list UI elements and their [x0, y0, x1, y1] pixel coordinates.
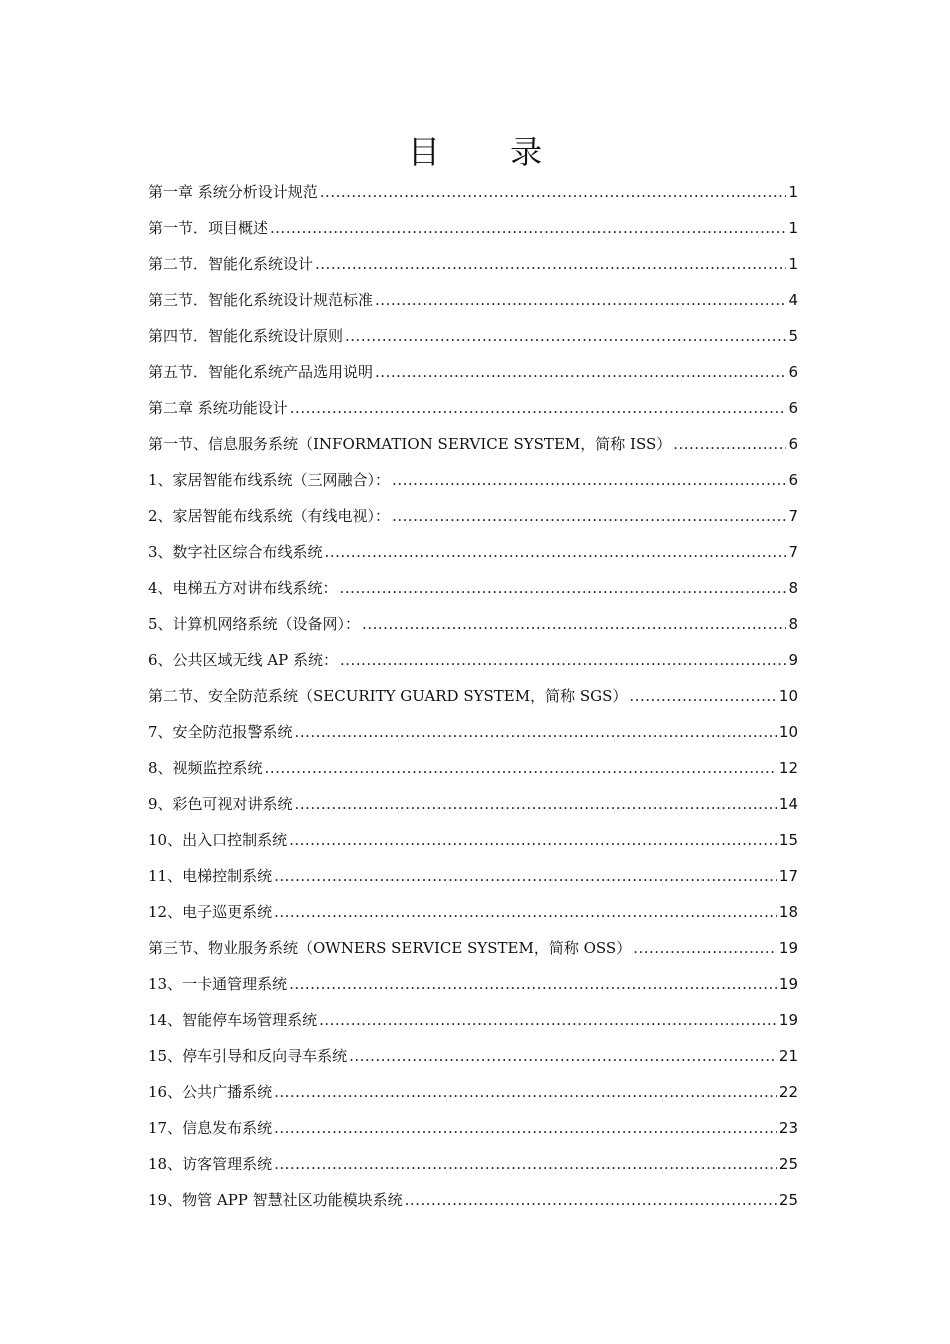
- toc-entry-label: 第二章 系统功能设计: [148, 399, 288, 417]
- toc-entry-label: 16、公共广播系统: [148, 1083, 273, 1101]
- toc-dot-leader: [340, 650, 786, 672]
- toc-dot-leader: [345, 326, 786, 348]
- toc-dot-leader: [315, 254, 786, 276]
- toc-entry-page-number: 6: [788, 399, 798, 417]
- toc-entry[interactable]: [148, 168, 798, 204]
- toc-entry-label: 17、信息发布系统: [148, 1119, 273, 1137]
- toc-dot-leader: [295, 722, 777, 744]
- toc-entry[interactable]: [148, 348, 798, 384]
- toc-entry[interactable]: [148, 744, 798, 780]
- toc-dot-leader: [325, 542, 787, 564]
- toc-entry[interactable]: [148, 1176, 798, 1212]
- toc-entry-page-number: 23: [778, 1119, 798, 1137]
- toc-entry[interactable]: [148, 888, 798, 924]
- toc-title: 目 录: [407, 133, 573, 171]
- toc-entry-page-number: 1: [788, 219, 798, 237]
- toc-entry-label: 11、电梯控制系统: [148, 867, 273, 885]
- toc-entry-page-number: 4: [788, 291, 798, 309]
- toc-entry-label: 4、电梯五方对讲布线系统：: [148, 579, 338, 597]
- toc-dot-leader: [274, 866, 777, 888]
- toc-entry-label: 10、出入口控制系统: [148, 831, 288, 849]
- toc-entry-label: 15、停车引导和反向寻车系统: [148, 1047, 348, 1065]
- toc-entry-page-number: 10: [778, 687, 798, 705]
- toc-entry-label: 7、安全防范报警系统: [148, 723, 293, 741]
- toc-dot-leader: [270, 218, 786, 240]
- toc-entry-label: 3、数字社区综合布线系统: [148, 543, 323, 561]
- toc-entry-label: 18、访客管理系统: [148, 1155, 273, 1173]
- toc-dot-leader: [290, 398, 787, 420]
- toc-entry-page-number: 6: [788, 471, 798, 489]
- toc-entry[interactable]: [148, 456, 798, 492]
- toc-dot-leader: [375, 290, 786, 312]
- toc-entry[interactable]: [148, 240, 798, 276]
- toc-entry-page-number: 19: [778, 939, 798, 957]
- toc-dot-leader: [375, 362, 786, 384]
- toc-entry-page-number: 6: [788, 435, 798, 453]
- toc-entry-page-number: 18: [778, 903, 798, 921]
- toc-entry-page-number: 25: [778, 1155, 798, 1173]
- toc-entry[interactable]: [148, 996, 798, 1032]
- toc-entry-label: 13、一卡通管理系统: [148, 975, 288, 993]
- toc-dot-leader: [362, 614, 786, 636]
- toc-entry[interactable]: [148, 924, 798, 960]
- toc-entry-page-number: 9: [788, 651, 798, 669]
- toc-entry-page-number: 1: [788, 255, 798, 273]
- toc-entry-page-number: 5: [788, 327, 798, 345]
- toc-dot-leader: [265, 758, 777, 780]
- toc-entry-label: 1、家居智能布线系统（三网融合）：: [148, 471, 391, 489]
- toc-entry-label: 第一节．项目概述: [148, 219, 269, 237]
- toc-dot-leader: [274, 1154, 777, 1176]
- toc-entry[interactable]: [148, 312, 798, 348]
- toc-entry-label: 6、公共区域无线 AP 系统：: [148, 651, 339, 669]
- toc-entry-label: 2、家居智能布线系统（有线电视）：: [148, 507, 391, 525]
- toc-dot-leader: [629, 686, 777, 708]
- toc-list: [148, 168, 798, 1212]
- toc-entry[interactable]: [148, 276, 798, 312]
- toc-entry-label: 第三节．智能化系统设计规范标准: [148, 291, 374, 309]
- toc-entry-label: 第一章 系统分析设计规范: [148, 183, 318, 201]
- toc-dot-leader: [274, 902, 777, 924]
- toc-entry-label: 第五节．智能化系统产品选用说明: [148, 363, 374, 381]
- toc-entry-label: 第三节、物业服务系统（OWNERS SERVICE SYSTEM，简称 OSS）: [148, 939, 632, 957]
- toc-entry-page-number: 15: [778, 831, 798, 849]
- toc-entry[interactable]: [148, 708, 798, 744]
- toc-entry-page-number: 19: [778, 1011, 798, 1029]
- toc-entry-label: 9、彩色可视对讲系统: [148, 795, 293, 813]
- toc-entry-page-number: 8: [788, 615, 798, 633]
- toc-entry[interactable]: [148, 1140, 798, 1176]
- toc-entry[interactable]: [148, 960, 798, 996]
- toc-entry-label: 12、电子巡更系统: [148, 903, 273, 921]
- toc-dot-leader: [349, 1046, 777, 1068]
- toc-entry-page-number: 8: [788, 579, 798, 597]
- toc-entry-page-number: 14: [778, 795, 798, 813]
- toc-entry[interactable]: [148, 384, 798, 420]
- toc-dot-leader: [320, 182, 787, 204]
- toc-entry-page-number: 12: [778, 759, 798, 777]
- toc-entry-page-number: 19: [778, 975, 798, 993]
- toc-entry[interactable]: [148, 852, 798, 888]
- toc-entry[interactable]: [148, 492, 798, 528]
- toc-dot-leader: [289, 830, 777, 852]
- toc-dot-leader: [274, 1082, 777, 1104]
- toc-entry-label: 第二节．智能化系统设计: [148, 255, 314, 273]
- toc-entry[interactable]: [148, 816, 798, 852]
- toc-entry-page-number: 22: [778, 1083, 798, 1101]
- toc-entry[interactable]: [148, 1104, 798, 1140]
- toc-dot-leader: [405, 1190, 777, 1212]
- toc-entry-page-number: 6: [788, 363, 798, 381]
- toc-dot-leader: [392, 470, 786, 492]
- toc-entry[interactable]: [148, 564, 798, 600]
- toc-entry[interactable]: [148, 636, 798, 672]
- toc-entry[interactable]: [148, 1032, 798, 1068]
- toc-entry-label: 第一节、信息服务系统（INFORMATION SERVICE SYSTEM，简称 ISS）: [148, 435, 672, 453]
- toc-entry-label: 第四节．智能化系统设计原则: [148, 327, 344, 345]
- toc-dot-leader: [633, 938, 777, 960]
- toc-dot-leader: [392, 506, 786, 528]
- toc-entry-page-number: 21: [778, 1047, 798, 1065]
- toc-entry[interactable]: [148, 672, 798, 708]
- toc-entry-page-number: 1: [788, 183, 798, 201]
- toc-entry-page-number: 25: [778, 1191, 798, 1209]
- toc-dot-leader: [319, 1010, 777, 1032]
- toc-entry-page-number: 7: [788, 543, 798, 561]
- toc-entry-page-number: 10: [778, 723, 798, 741]
- toc-entry[interactable]: [148, 204, 798, 240]
- toc-dot-leader: [295, 794, 777, 816]
- toc-dot-leader: [673, 434, 786, 456]
- toc-entry[interactable]: [148, 420, 798, 456]
- toc-entry[interactable]: [148, 1068, 798, 1104]
- toc-entry-label: 19、物管 APP 智慧社区功能模块系统: [148, 1191, 403, 1209]
- toc-entry-page-number: 7: [788, 507, 798, 525]
- toc-entry[interactable]: [148, 528, 798, 564]
- toc-entry[interactable]: [148, 780, 798, 816]
- toc-dot-leader: [274, 1118, 777, 1140]
- toc-entry-label: 8、视频监控系统: [148, 759, 263, 777]
- toc-entry-page-number: 17: [778, 867, 798, 885]
- toc-entry[interactable]: [148, 600, 798, 636]
- toc-entry-label: 14、智能停车场管理系统: [148, 1011, 318, 1029]
- toc-dot-leader: [340, 578, 787, 600]
- toc-dot-leader: [289, 974, 777, 996]
- toc-entry-label: 5、计算机网络系统（设备网）：: [148, 615, 361, 633]
- toc-entry-label: 第二节、安全防范系统（SECURITY GUARD SYSTEM，简称 SGS）: [148, 687, 628, 705]
